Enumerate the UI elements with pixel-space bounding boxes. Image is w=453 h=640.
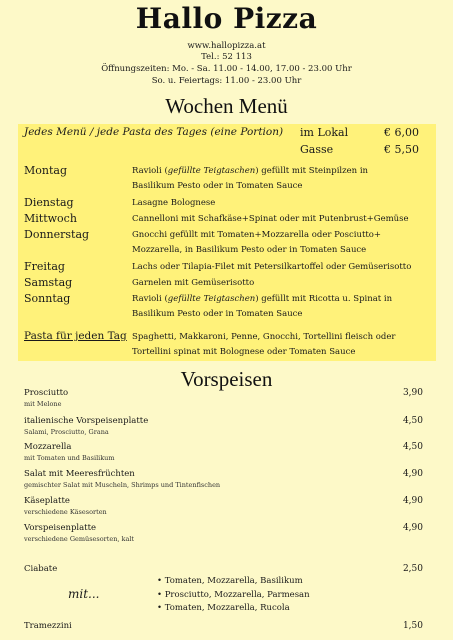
dish-line: Cannelloni mit Schafkäse+Spinat oder mit Putenbrust+Gemüse [132, 214, 409, 224]
ciabatta-price: 2,50 [402, 564, 423, 574]
hours-weekday: Öffnungszeiten: Mo. - Sa. 11.00 - 14.00, 17.00 - 23.00 Uhr [101, 64, 352, 74]
venue-takeaway: Gasse [300, 143, 334, 156]
day-label: Sonntag [24, 292, 71, 305]
weekly-offer-text: Jedes Menü / jede Pasta des Tages (eine Portion) [24, 126, 284, 138]
starter-name: Prosciutto [24, 388, 69, 398]
dish-line: Garnelen mit Gemüserisotto [132, 278, 255, 288]
weekly-menu-box [18, 124, 436, 361]
ciabatta-name: Ciabate [24, 564, 58, 574]
starter-price: 4,50 [402, 442, 423, 452]
starter-desc: Salami, Prosciutto, Grana [24, 428, 109, 436]
starter-desc: gemischter Salat mit Muscheln, Shrimps und Tintenfischen [24, 481, 221, 489]
starter-name: Salat mit Meeresfrüchten [24, 469, 135, 479]
starter-name: Vorspeisenplatte [24, 523, 97, 533]
pasta-line: Spaghetti, Makkaroni, Penne, Gnocchi, Tortellini fleisch oder [132, 332, 396, 342]
starter-price: 3,90 [402, 388, 423, 398]
dish-line: Basilikum Pesto oder in Tomaten Sauce [132, 309, 303, 319]
starter-desc: verschiedene Gemüsesorten, kalt [24, 535, 135, 543]
restaurant-title: Hallo Pizza [135, 2, 318, 35]
starter-name: Mozzarella [24, 442, 72, 452]
dish-line: Lachs oder Tilapia-Filet mit Petersilkartoffel oder Gemüserisotto [132, 262, 412, 272]
price-dine-in: € 6,00 [384, 126, 419, 139]
ciabatta-option: • Tomaten, Mozzarella, Basilikum [157, 576, 303, 586]
starters-heading: Vorspeisen [180, 367, 273, 391]
price-takeaway: € 5,50 [384, 143, 419, 156]
dish-line: Lasagne Bolognese [132, 198, 216, 208]
dish-line: Ravioli (gefüllte Teigtaschen) gefüllt mit Ricotta u. Spinat in [132, 294, 393, 304]
ciabatta-option: • Tomaten, Mozzarella, Rucola [157, 603, 290, 613]
phone-text: Tel.: 52 113 [201, 52, 252, 62]
day-label: Donnerstag [24, 228, 90, 241]
website-text: www.hallopizza.at [187, 41, 266, 51]
starter-desc: mit Melone [24, 400, 62, 408]
tramezzini-name: Tramezzini [24, 621, 72, 631]
hours-sunday: So. u. Feiertags: 11.00 - 23.00 Uhr [151, 76, 302, 86]
dish-line: Mozzarella, in Basilikum Pesto oder in Tomaten Sauce [132, 245, 367, 255]
day-label: Montag [24, 164, 67, 177]
venue-dine-in: im Lokal [300, 126, 349, 139]
dish-line: Basilikum Pesto oder in Tomaten Sauce [132, 181, 303, 191]
starter-desc: mit Tomaten und Basilikum [24, 454, 115, 462]
pasta-label: Pasta für jeden Tag [24, 330, 127, 342]
starter-price: 4,90 [402, 469, 423, 479]
day-label: Mittwoch [24, 212, 77, 225]
starter-name: italienische Vorspeisenplatte [24, 416, 149, 426]
starter-price: 4,90 [402, 523, 423, 533]
tramezzini-price: 1,50 [402, 621, 423, 631]
day-label: Freitag [24, 260, 65, 273]
weekly-menu-heading: Wochen Menü [165, 94, 288, 118]
day-label: Dienstag [24, 196, 74, 209]
ciabatta-mit: mit... [68, 587, 100, 601]
dish-line: Ravioli (gefüllte Teigtaschen) gefüllt mit Steinpilzen in [132, 166, 369, 176]
ciabatta-option: • Prosciutto, Mozzarella, Parmesan [157, 590, 310, 600]
pasta-line: Tortellini spinat mit Bolognese oder Tomaten Sauce [132, 347, 356, 357]
starter-price: 4,90 [402, 496, 423, 506]
starter-price: 4,50 [402, 416, 423, 426]
starter-name: Käseplatte [24, 496, 70, 506]
dish-line: Gnocchi gefüllt mit Tomaten+Mozzarella oder Posciutto+ [132, 230, 382, 240]
day-label: Samstag [24, 276, 73, 289]
starter-desc: verschiedene Käsesorten [24, 508, 107, 516]
